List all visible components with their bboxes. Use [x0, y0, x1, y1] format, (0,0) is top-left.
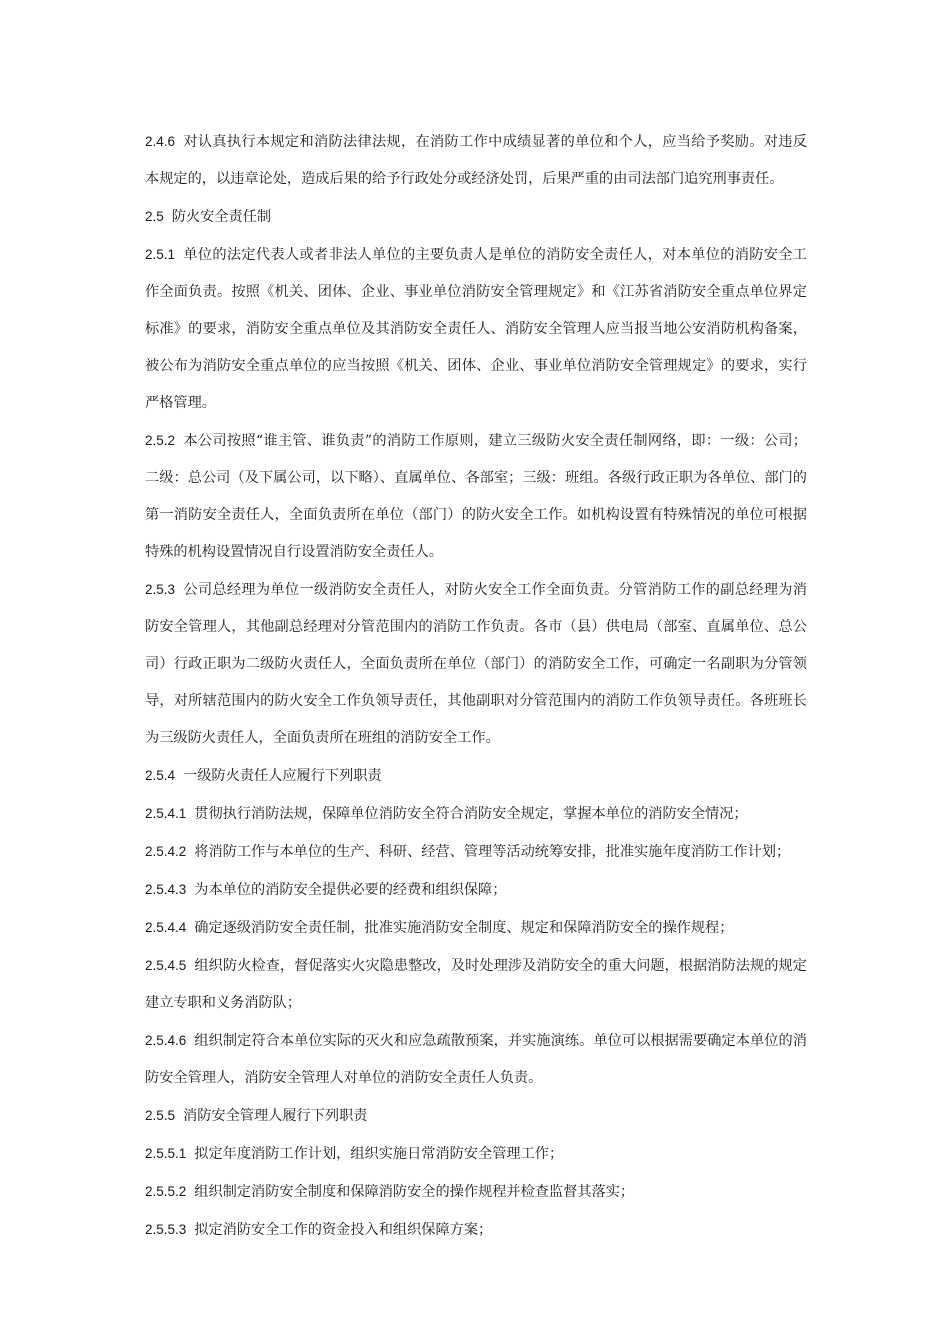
clause-number: 2.5.5.2: [145, 1184, 187, 1199]
clause-number: 2.5: [145, 209, 164, 224]
paragraph-2-5-5-2: [145, 1173, 807, 1211]
clause-text: 贯彻执行消防法规，保障单位消防安全符合消防安全规定，掌握本单位的消防安全情况；: [194, 806, 748, 822]
clause-text: 拟定年度消防工作计划，组织实施日常消防安全管理工作；: [194, 1146, 564, 1162]
clause-text: 组织制定符合本单位实际的灭火和应急疏散预案，并实施演练。单位可以根据需要确定本单位的消防安全管理人，消防安全管理人对单位的消防安全责任人负责。: [145, 1033, 807, 1086]
paragraph-2-5-4-3: [145, 871, 807, 909]
paragraph-2-5-1: [145, 236, 807, 422]
clause-number: 2.5.4.3: [145, 882, 187, 897]
clause-number: 2.5.4.6: [145, 1033, 187, 1048]
clause-number: 2.5.4.5: [145, 958, 187, 973]
clause-number: 2.4.6: [145, 134, 176, 149]
paragraph-2-5-4-6: [145, 1022, 807, 1097]
clause-text: 一级防火责任人应履行下列职责: [183, 768, 382, 784]
paragraph-2-5-2: [145, 422, 807, 571]
paragraph-2-5-4-5: [145, 947, 807, 1022]
clause-text: 本公司按照“谁主管、谁负责”的消防工作原则，建立三级防火安全责任制网络，即：一级：公司；二级：总公司（及下属公司，以下略）、直属单位、各部室；三级：班组。各级行政正职为各单位、部门的第一消防安全责任人，全面负责所在单位（部门）的防火安全工作。如机构设置有特殊情况的单位可根据特殊的机构设置情况自行设置消防安全责任人。: [145, 433, 807, 560]
section-heading-2-5-4: [145, 757, 807, 795]
paragraph-2-4-6: [145, 123, 807, 198]
paragraph-2-5-5-3: [145, 1211, 807, 1249]
clause-number: 2.5.4: [145, 768, 176, 783]
clause-number: 2.5.5: [145, 1108, 176, 1123]
clause-text: 公司总经理为单位一级消防安全责任人，对防火安全工作全面负责。分管消防工作的副总经理为消防安全管理人，其他副总经理对分管范围内的消防工作负责。各市（县）供电局（部室、直属单位、总公司）行政正职为二级防火责任人，全面负责所在单位（部门）的消防安全工作，可确定一名副职为分管领导，对所辖范围内的防火安全工作负领导责任，其他副职对分管范围内的消防工作负领导责任。各班班长为三级防火责任人，全面负责所在班组的消防安全工作。: [145, 582, 807, 746]
paragraph-2-5-4-2: [145, 833, 807, 871]
clause-number: 2.5.4.1: [145, 806, 187, 821]
clause-text: 将消防工作与本单位的生产、科研、经营、管理等活动统筹安排，批准实施年度消防工作计划；: [194, 844, 791, 860]
clause-text: 为本单位的消防安全提供必要的经费和组织保障；: [194, 882, 507, 898]
paragraph-2-5-4-1: [145, 795, 807, 833]
clause-text: 对认真执行本规定和消防法律法规，在消防工作中成绩显著的单位和个人，应当给予奖励。对违反本规定的，以违章论处，造成后果的给予行政处分或经济处罚，后果严重的由司法部门追究刑事责任。: [145, 134, 807, 187]
clause-text: 确定逐级消防安全责任制，批准实施消防安全制度、规定和保障消防安全的操作规程；: [194, 920, 734, 936]
clause-number: 2.5.3: [145, 582, 176, 597]
clause-text: 消防安全管理人履行下列职责: [183, 1108, 368, 1124]
clause-text: 组织防火检查，督促落实火灾隐患整改，及时处理涉及消防安全的重大问题，根据消防法规的规定建立专职和义务消防队；: [145, 958, 807, 1011]
clause-number: 2.5.5.3: [145, 1222, 187, 1237]
paragraph-2-5-5-1: [145, 1135, 807, 1173]
clause-number: 2.5.4.2: [145, 844, 187, 859]
clause-number: 2.5.4.4: [145, 920, 187, 935]
clause-number: 2.5.1: [145, 247, 176, 262]
clause-text: 拟定消防安全工作的资金投入和组织保障方案；: [194, 1222, 493, 1238]
paragraph-2-5-4-4: [145, 909, 807, 947]
clause-text: 组织制定消防安全制度和保障消防安全的操作规程并检查监督其落实；: [194, 1184, 635, 1200]
clause-number: 2.5.5.1: [145, 1146, 187, 1161]
clause-text: 单位的法定代表人或者非法人单位的主要负责人是单位的消防安全责任人，对本单位的消防安全工作全面负责。按照《机关、团体、企业、事业单位消防安全管理规定》和《江苏省消防安全重点单位界定标准》的要求，消防安全重点单位及其消防安全责任人、消防安全管理人应当报当地公安消防机构备案，被公布为消防安全重点单位的应当按照《机关、团体、企业、事业单位消防安全管理规定》的要求，实行严格管理。: [145, 247, 807, 411]
clause-number: 2.5.2: [145, 433, 176, 448]
paragraph-2-5-3: [145, 571, 807, 757]
section-heading-2-5: [145, 198, 807, 236]
document-body: [145, 123, 807, 1249]
section-heading-2-5-5: [145, 1097, 807, 1135]
clause-text: 防火安全责任制: [171, 209, 272, 225]
